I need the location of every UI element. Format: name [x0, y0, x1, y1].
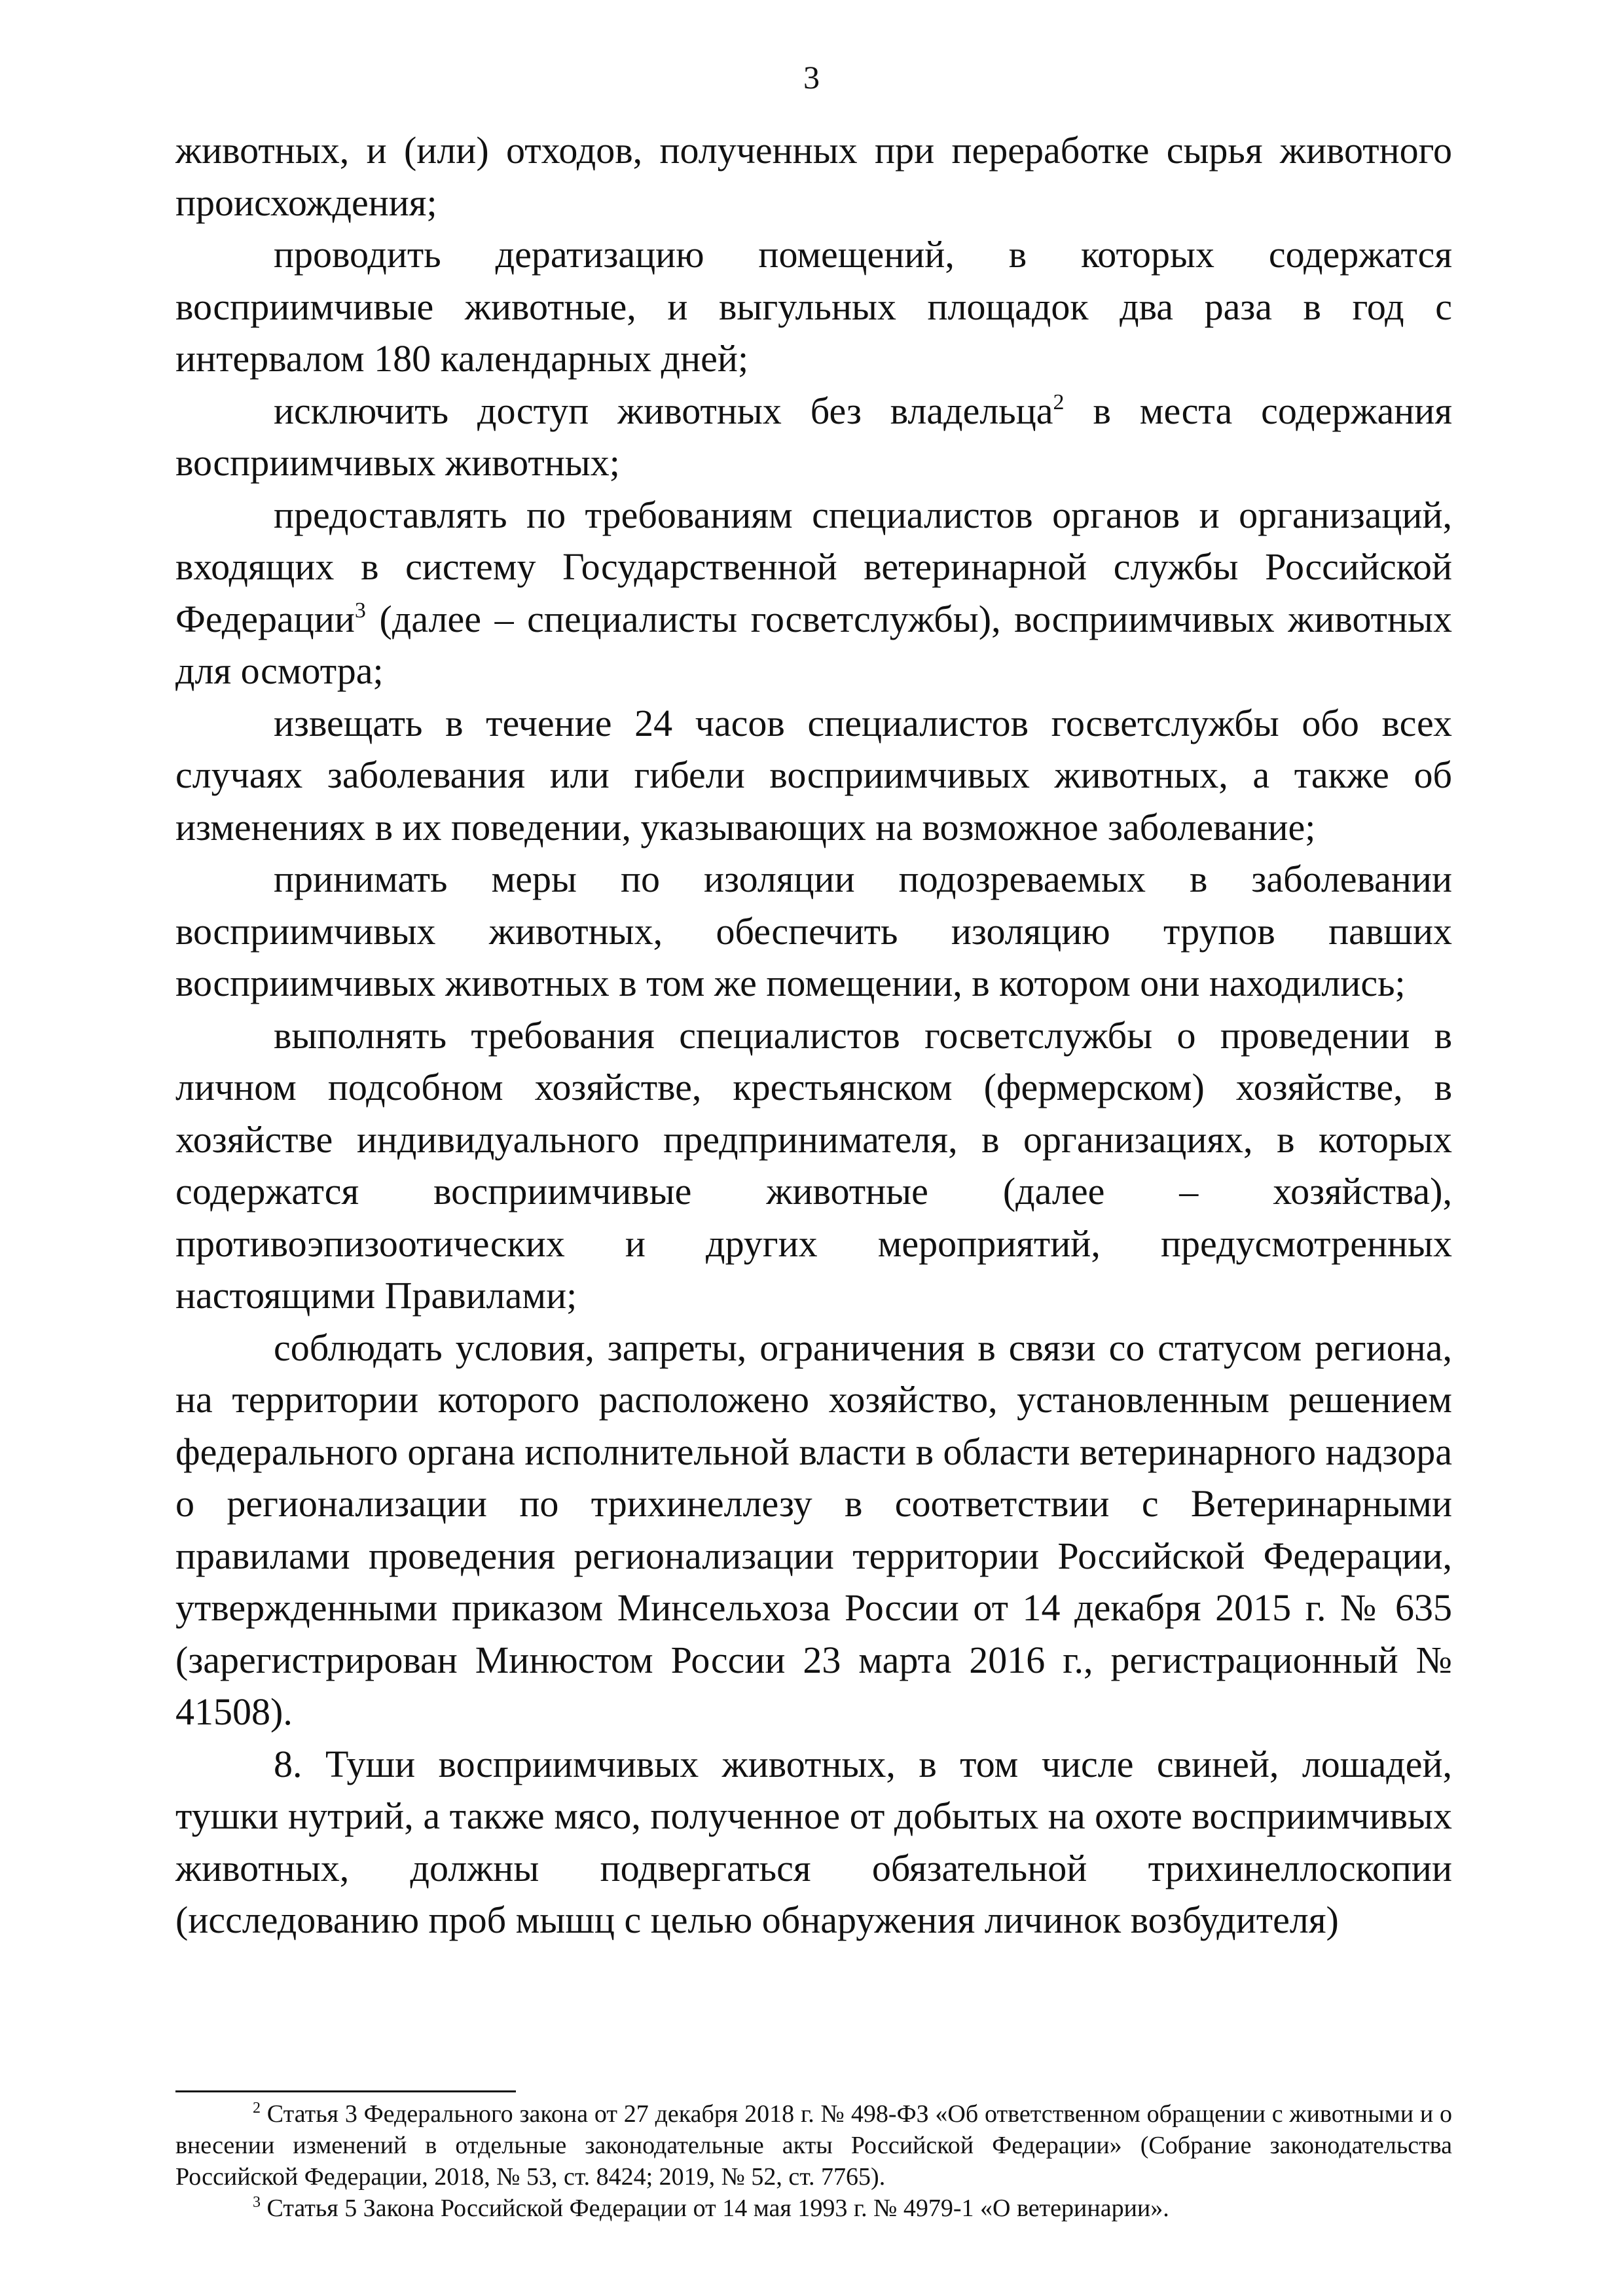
- page-number: 3: [803, 59, 820, 96]
- paragraph-text: предоставлять по требованиям специалистов органов и организаций, входящих в систему Государственной ветеринарной службы Российской Федерации: [175, 493, 1452, 640]
- paragraph: [175, 489, 1452, 697]
- footnote: [175, 2098, 1452, 2193]
- paragraph: животных, и (или) отходов, полученных при переработке сырья животного происхождения;: [175, 129, 1452, 224]
- main-text: [175, 124, 1452, 1946]
- paragraph: проводить дератизацию помещений, в которых содержатся восприимчивые животные, и выгульных площадок два раза в год с интервалом 180 календарных дней;: [175, 233, 1452, 380]
- paragraph: [175, 385, 1452, 489]
- paragraph: извещать в течение 24 часов специалистов госветслужбы обо всех случаях заболевания или гибели восприимчивых животных, а также об изменениях в их поведении, указывающих на возможное заболевание;: [175, 701, 1452, 848]
- footnote: [175, 2193, 1452, 2224]
- paragraph: соблюдать условия, запреты, ограничения в связи со статусом региона, на территории которого расположено хозяйство, установленным решением федерального органа исполнительной власти в области ветеринарного надзора о регионализации по трихинеллезу в соответствии с Ветеринарными правилами проведения регионализации территории Российской Федерации, утвержденными приказом Минсельхоза России от 14 декабря 2015 г. № 635 (зарегистрирован Минюстом России 23 марта 2016 г., регистрационный № 41508).: [175, 1326, 1452, 1733]
- footnote-text: Статья 3 Федерального закона от 27 декабря 2018 г. № 498-ФЗ «Об ответственном обращении с животными и о внесении изменений в отдельные законодательные акты Российской Федерации» (Собрание законодательства Российской Федерации, 2018, № 53, ст. 8424; 2019, № 52, ст. 7765).: [175, 2100, 1452, 2191]
- paragraph: принимать меры по изоляции подозреваемых в заболевании восприимчивых животных, обеспечить изоляцию трупов павших восприимчивых животных в том же помещении, в котором они находились;: [175, 858, 1452, 1004]
- footnote-mark: 3: [253, 2194, 261, 2211]
- footnote-separator: [175, 2090, 516, 2092]
- footnote-reference: 3: [354, 598, 366, 623]
- footnote-text: Статья 5 Закона Российской Федерации от 14 мая 1993 г. № 4979-1 «О ветеринарии».: [261, 2195, 1169, 2222]
- footnotes: [175, 2098, 1452, 2224]
- footnote-mark: 2: [253, 2100, 261, 2117]
- paragraph: 8. Туши восприимчивых животных, в том числе свиней, лошадей, тушки нутрий, а также мясо, полученное от добытых на охоте восприимчивых животных, должны подвергаться обязательной трихинеллоскопии (исследованию проб мышц с целью обнаружения личинок возбудителя): [175, 1742, 1452, 1941]
- paragraph: выполнять требования специалистов госветслужбы о проведении в личном подсобном хозяйстве, крестьянском (фермерском) хозяйстве, в хозяйстве индивидуального предпринимателя, в организациях, в которых содержатся восприимчивые животные (далее – хозяйства), противоэпизоотических и других мероприятий, предусмотренных настоящими Правилами;: [175, 1013, 1452, 1317]
- footnote-reference: 2: [1053, 390, 1065, 414]
- paragraph-text: (далее – специалисты госветслужбы), восприимчивых животных для осмотра;: [175, 597, 1452, 692]
- paragraph-text: исключить доступ животных без владельца: [274, 389, 1053, 432]
- paragraph-text: в места содержания восприимчивых животных;: [175, 389, 1453, 484]
